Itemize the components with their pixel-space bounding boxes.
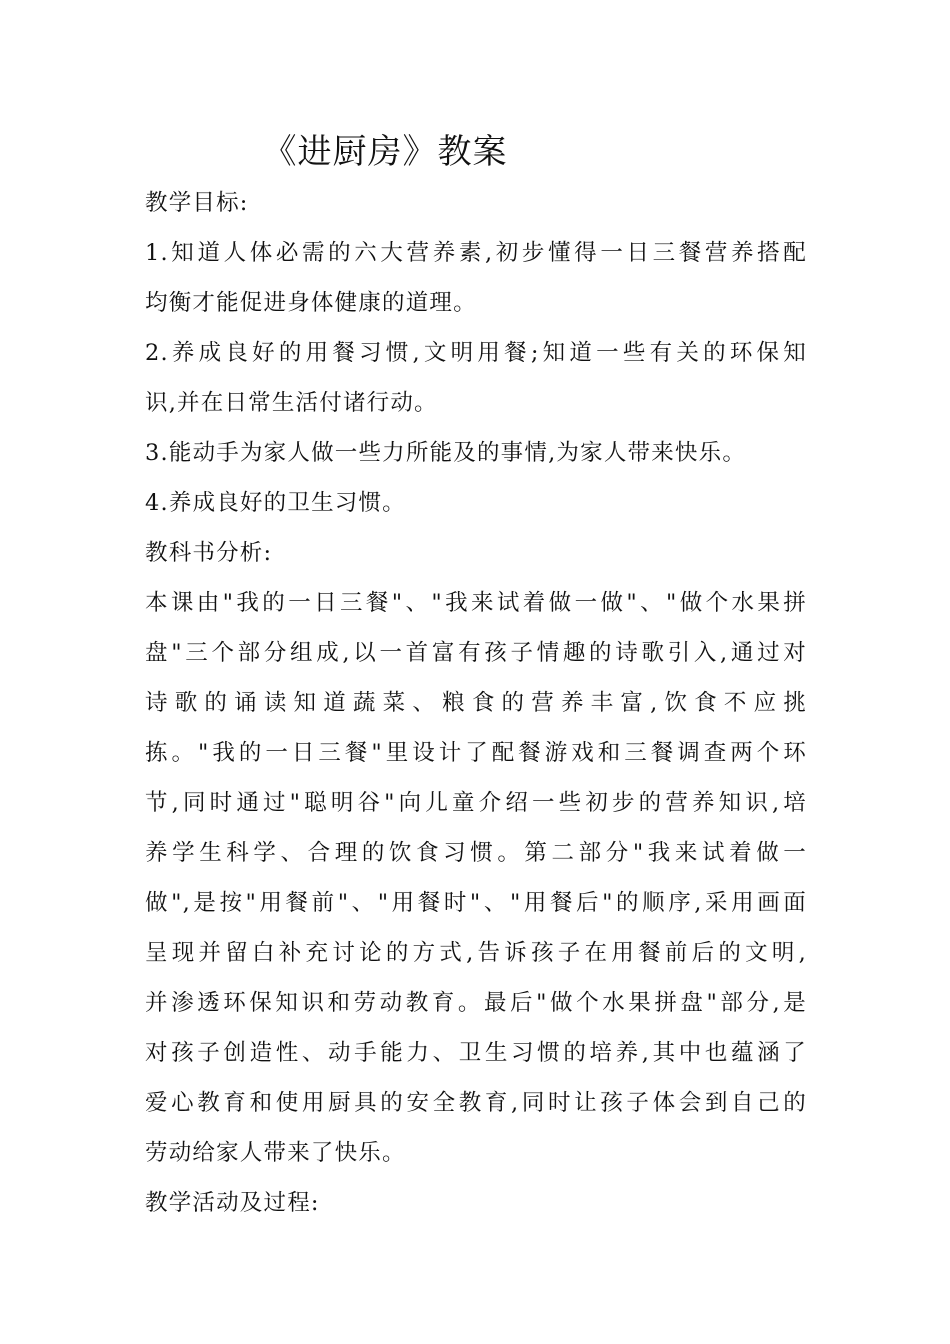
- body-line: 均衡才能促进身体健康的道理。: [145, 290, 477, 316]
- body-line: 本课由"我的一日三餐"、"我来试着做一做"、"做个水果拼: [145, 590, 807, 616]
- body-line: 3.能动手为家人做一些力所能及的事情,为家人带来快乐。: [145, 440, 747, 466]
- body-line: 劳动给家人带来了快乐。: [145, 1140, 406, 1166]
- section-heading-textbook-analysis: 教科书分析:: [145, 540, 273, 566]
- body-line: 养学生科学、合理的饮食习惯。第二部分"我来试着做一: [145, 840, 807, 866]
- body-line: 1.知道人体必需的六大营养素,初步懂得一日三餐营养搭配: [145, 240, 807, 266]
- body-line: 爱心教育和使用厨具的安全教育,同时让孩子体会到自己的: [145, 1090, 807, 1116]
- body-line: 4.养成良好的卫生习惯。: [145, 490, 406, 516]
- section-heading-activities: 教学活动及过程:: [145, 1190, 320, 1216]
- body-line: 并渗透环保知识和劳动教育。最后"做个水果拼盘"部分,是: [145, 990, 807, 1016]
- body-line: 拣。"我的一日三餐"里设计了配餐游戏和三餐调查两个环: [145, 740, 807, 766]
- section-heading-objectives: 教学目标:: [145, 190, 249, 216]
- document-body: [145, 178, 807, 1228]
- body-line: 对孩子创造性、动手能力、卫生习惯的培养,其中也蕴涵了: [145, 1040, 807, 1066]
- body-line: 盘"三个部分组成,以一首富有孩子情趣的诗歌引入,通过对: [145, 640, 807, 666]
- body-line: 2.养成良好的用餐习惯,文明用餐;知道一些有关的环保知: [145, 340, 807, 366]
- body-line: 识,并在日常生活付诸行动。: [145, 390, 438, 416]
- body-line: 节,同时通过"聪明谷"向儿童介绍一些初步的营养知识,培: [145, 790, 807, 816]
- body-line: 做",是按"用餐前"、"用餐时"、"用餐后"的顺序,采用画面: [145, 890, 807, 916]
- body-line: 诗歌的诵读知道蔬菜、粮食的营养丰富,饮食不应挑: [145, 690, 807, 716]
- body-line: 呈现并留白补充讨论的方式,告诉孩子在用餐前后的文明,: [145, 940, 807, 966]
- document-title: 《进厨房》教案: [262, 132, 508, 172]
